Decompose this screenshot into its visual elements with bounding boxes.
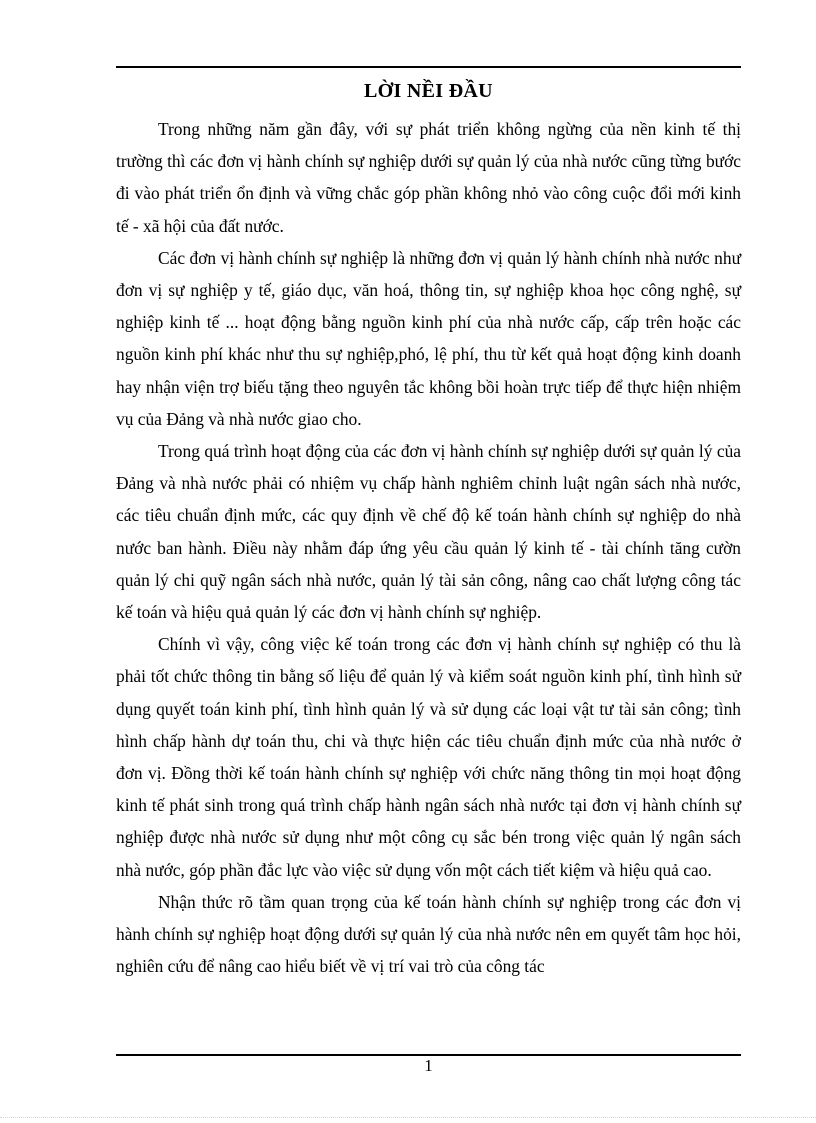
- page-title: LỜI NỀI ĐẦU: [364, 80, 493, 102]
- page-number: 1: [424, 1056, 433, 1075]
- paragraph-3: Trong quá trình hoạt động của các đơn vị hành chính sự nghiệp dưới sự quản lý của Đảng và nhà nước phải có nhiệm vụ chấp hành nghiêm chỉnh luật ngân sách nhà nước, các tiêu chuẩn định mức, các quy định về chế độ kế toán hành chính sự nghiệp do nhà nước ban hành. Điều này nhằm đáp ứng yêu cầu quản lý kinh tế - tài chính tăng cườn quản lý chi quỹ ngân sách nhà nước, quản lý tài sản công, nâng cao chất lượng công tác kế toán và hiệu quả quản lý các đơn vị hành chính sự nghiệp.: [116, 441, 741, 623]
- page-boundary: [0, 1117, 816, 1118]
- paragraph-1: Trong những năm gần đây, với sự phát triển không ngừng của nền kinh tế thị trường thì các đơn vị hành chính sự nghiệp dưới sự quản lý của nhà nước cũng từng bước đi vào phát triển ổn định và vững chắc góp phần không nhỏ vào công cuộc đổi mới kinh tế - xã hội của đất nước.: [116, 119, 741, 236]
- document-body: [116, 113, 741, 982]
- header-rule: [116, 66, 741, 68]
- paragraph-5: Nhận thức rõ tầm quan trọng của kế toán hành chính sự nghiệp trong các đơn vị hành chính sự nghiệp hoạt động dưới sự quản lý của nhà nước nên em quyết tâm học hỏi, nghiên cứu để nâng cao hiểu biết về vị trí vai trò của công tác: [116, 891, 741, 977]
- paragraph-4: Chính vì vậy, công việc kế toán trong các đơn vị hành chính sự nghiệp có thu là phải tốt chức thông tin bằng số liệu để quản lý và kiểm soát nguồn kinh phí, tình hình sử dụng quyết toán kinh phí, tình hình quản lý và sử dụng các loại vật tư tài sản công; tình hình chấp hành dự toán thu, chi và thực hiện các tiêu chuẩn định mức của nhà nước ở đơn vị. Đồng thời kế toán hành chính sự nghiệp với chức năng thông tin mọi hoạt động kinh tế phát sinh trong quá trình chấp hành ngân sách nhà nước tại đơn vị hành chính sự nghiệp được nhà nước sử dụng như một công cụ sắc bén trong việc quản lý ngân sách nhà nước, góp phần đắc lực vào việc sử dụng vốn một cách tiết kiệm và hiệu quả cao.: [116, 634, 741, 880]
- paragraph-2: Các đơn vị hành chính sự nghiệp là những đơn vị quản lý hành chính nhà nước như đơn vị sự nghiệp y tế, giáo dục, văn hoá, thông tin, sự nghiệp khoa học công nghệ, sự nghiệp kinh tế ... hoạt động bằng nguồn kinh phí của nhà nước cấp, cấp trên hoặc các nguồn kinh phí khác như thu sự nghiệp,phó, lệ phí, thu từ kết quả hoạt động kinh doanh hay nhận viện trợ biếu tặng theo nguyên tắc không bồi hoàn trực tiếp để thực hiện nhiệm vụ của Đảng và nhà nước giao cho.: [116, 247, 741, 429]
